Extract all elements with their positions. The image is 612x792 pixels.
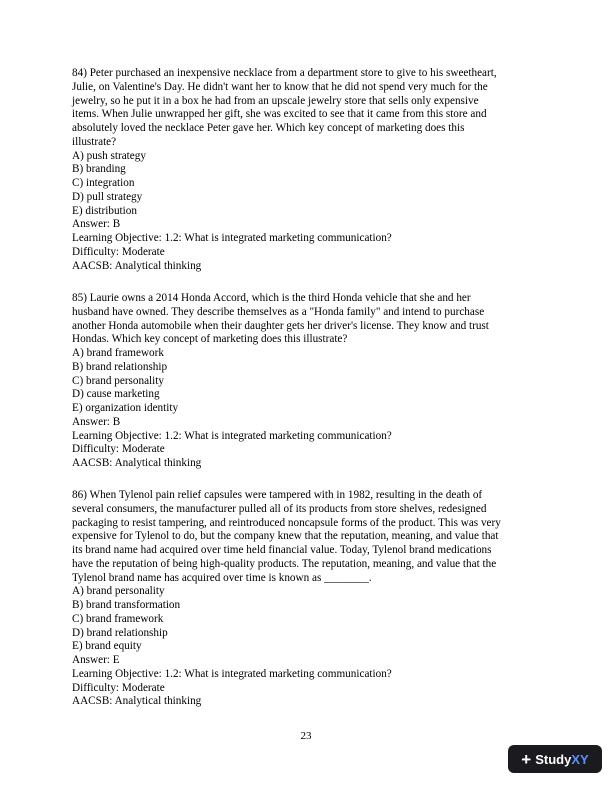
page-number: 23 xyxy=(300,730,312,742)
option-b: B) branding xyxy=(72,163,126,176)
option-a: A) push strategy xyxy=(72,149,146,162)
stem-line: absolutely loved the necklace Peter gave her. Which key concept of marketing does this xyxy=(72,122,465,134)
answer: Answer: E xyxy=(72,654,120,666)
question-stem xyxy=(72,67,542,150)
aacsb: AACSB: Analytical thinking xyxy=(72,457,202,469)
stem-line: 86) When Tylenol pain relief capsules were tampered with in 1982, resulting in the death of xyxy=(72,489,483,501)
option-c: C) brand framework xyxy=(72,612,164,625)
option-d: D) pull strategy xyxy=(72,190,143,203)
stem-line: illustrate? xyxy=(72,135,117,148)
stem-line: 85) Laurie owns a 2014 Honda Accord, which is the third Honda vehicle that she and her xyxy=(72,292,471,304)
studyxy-badge[interactable] xyxy=(508,745,602,773)
option-c: C) brand personality xyxy=(72,374,164,387)
plus-icon: + xyxy=(521,749,532,769)
learning-objective: Learning Objective: 1.2: What is integrated marketing communication? xyxy=(72,667,392,680)
question-84 xyxy=(72,67,542,273)
option-e: E) organization identity xyxy=(72,402,179,414)
stem-line: several consumers, the manufacturer pulled all of its products from store shelves, redesigned xyxy=(72,502,487,515)
option-a: A) brand framework xyxy=(72,347,164,359)
stem-line: Tylenol brand name has acquired over time is known as ________. xyxy=(72,571,372,584)
answer: Answer: B xyxy=(72,415,121,428)
difficulty: Difficulty: Moderate xyxy=(72,245,165,258)
learning-objective: Learning Objective: 1.2: What is integrated marketing communication? xyxy=(72,232,392,244)
question-86 xyxy=(72,489,542,709)
difficulty: Difficulty: Moderate xyxy=(72,681,165,694)
question-85 xyxy=(72,292,542,471)
stem-line: its brand name had acquired over time held financial value. Today, Tylenol brand medications xyxy=(72,544,492,556)
option-e: E) brand equity xyxy=(72,640,142,653)
aacsb: AACSB: Analytical thinking xyxy=(72,259,202,272)
option-d: D) brand relationship xyxy=(72,626,168,639)
stem-line: packaging to resist tampering, and reintroduced noncapsule forms of the product. This was very xyxy=(72,516,501,529)
aacsb: AACSB: Analytical thinking xyxy=(72,695,202,708)
badge-label xyxy=(535,752,588,767)
stem-line: jewelry, so he put it in a box he had from an upscale jewelry store that sells only expensive xyxy=(72,94,479,107)
learning-objective: Learning Objective: 1.2: What is integrated marketing communication? xyxy=(72,429,392,442)
stem-line: Hondas. Which key concept of marketing does this illustrate? xyxy=(72,333,348,346)
stem-line: expensive for Tylenol to do, but the company knew that the reputation, meaning, and value that xyxy=(72,530,499,543)
option-e: E) distribution xyxy=(72,204,137,217)
option-a: A) brand personality xyxy=(72,585,165,598)
badge-study-text: Study xyxy=(535,751,572,767)
stem-line: have the reputation of being high-quality products. The reputation, meaning, and value that the xyxy=(72,557,497,570)
option-b: B) brand transformation xyxy=(72,599,181,611)
difficulty: Difficulty: Moderate xyxy=(72,443,165,456)
option-b: B) brand relationship xyxy=(72,360,168,373)
option-d: D) cause marketing xyxy=(72,388,160,401)
stem-line: items. When Julie unwrapped her gift, she was excited to see that it came from this store and xyxy=(72,108,487,121)
stem-line: husband have owned. They describe themselves as a "Honda family" and intend to purchase xyxy=(72,305,485,318)
question-stem xyxy=(72,489,542,585)
question-stem xyxy=(72,292,542,347)
badge-xy-text: XY xyxy=(571,751,589,767)
option-c: C) integration xyxy=(72,177,135,189)
stem-line: 84) Peter purchased an inexpensive necklace from a department store to give to his sweetheart, xyxy=(72,67,497,79)
answer: Answer: B xyxy=(72,218,121,231)
stem-line: another Honda automobile when their daughter gets her driver's license. They know and trust xyxy=(72,319,489,332)
stem-line: Julie, on Valentine's Day. He didn't want her to know that he did not spend very much for the xyxy=(72,80,488,93)
